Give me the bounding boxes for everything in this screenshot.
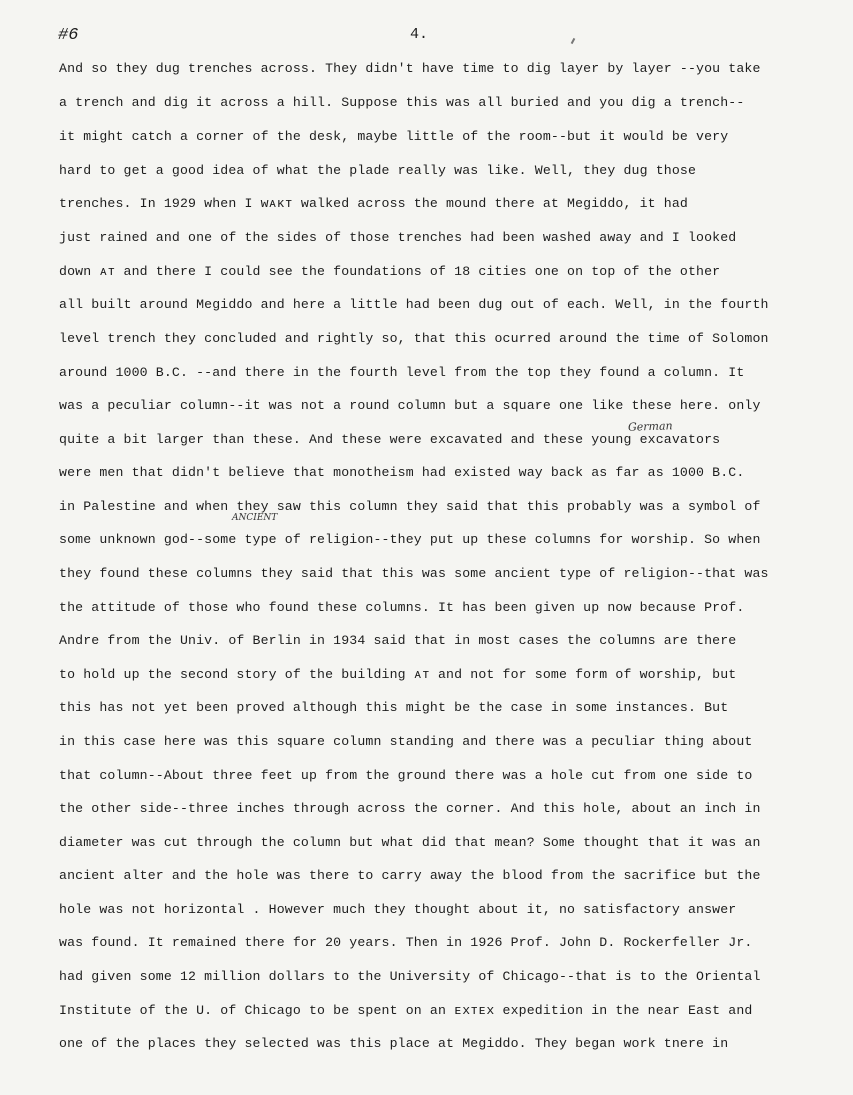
text-line: in this case here was this square column standing and there was a peculiar thing about: [59, 734, 753, 749]
text-line: And so they dug trenches across. They didn't have time to dig layer by layer --you take: [59, 61, 761, 76]
text-line: that column--About three feet up from the ground there was a hole cut from one side to: [59, 768, 753, 783]
text-line: diameter was cut through the column but what did that mean? Some thought that it was an: [59, 835, 761, 850]
text-line: level trench they concluded and rightly so, that this ocurred around the time of Solomon: [59, 331, 769, 346]
stray-mark: [571, 38, 576, 44]
text-line: the attitude of those who found these columns. It has been given up now because Prof.: [59, 600, 745, 615]
text-line: hole was not horizontal . However much they thought about it, no satisfactory answer: [59, 902, 737, 917]
text-line: was found. It remained there for 20 years. Then in 1926 Prof. John D. Rockerfeller Jr.: [59, 935, 753, 950]
text-line: ancient alter and the hole was there to carry away the blood from the sacrifice but the: [59, 868, 761, 883]
page-number: 4.: [410, 26, 429, 43]
text-line: this has not yet been proved although this might be the case in some instances. But: [59, 700, 729, 715]
text-line: a trench and dig it across a hill. Suppose this was all buried and you dig a trench--: [59, 95, 745, 110]
text-line: around 1000 B.C. --and there in the fourth level from the top they found a column. It: [59, 365, 745, 380]
text-line: in Palestine and when they saw this column they said that this probably was a symbol of: [59, 499, 761, 514]
handwritten-ancient: ANCIENT: [232, 513, 278, 523]
text-line: some unknown god--some type of religion--they put up these columns for worship. So when: [59, 532, 761, 547]
text-line: were men that didn't believe that monotheism had existed way back as far as 1000 B.C.: [59, 465, 745, 480]
text-line: just rained and one of the sides of those trenches had been washed away and I looked: [59, 230, 737, 245]
text-line: the other side--three inches through across the corner. And this hole, about an inch in: [59, 801, 761, 816]
text-line: quite a bit larger than these. And these were excavated and these young excavators: [59, 432, 721, 447]
text-line: Andre from the Univ. of Berlin in 1934 said that in most cases the columns are there: [59, 633, 737, 648]
text-line: was a peculiar column--it was not a round column but a square one like these here. only: [59, 398, 761, 413]
handwritten-german: German: [627, 419, 673, 434]
page-mark: #6: [58, 26, 79, 45]
text-line: trenches. In 1929 when I ᴡᴀᴋᴛ walked across the mound there at Megiddo, it had: [59, 196, 688, 211]
text-line: all built around Megiddo and here a little had been dug out of each. Well, in the fourth: [59, 297, 769, 312]
text-line: it might catch a corner of the desk, maybe little of the room--but it would be very: [59, 129, 729, 144]
text-line: had given some 12 million dollars to the University of Chicago--that is to the Oriental: [59, 969, 761, 984]
text-line: one of the places they selected was this place at Megiddo. They began work tnere in: [59, 1036, 729, 1051]
text-line: down ᴀᴛ and there I could see the foundations of 18 cities one on top of the other: [59, 264, 721, 279]
text-line: Institute of the U. of Chicago to be spent on an ᴇxᴛᴇx expedition in the near East and: [59, 1003, 753, 1018]
text-line: hard to get a good idea of what the plade really was like. Well, they dug those: [59, 163, 697, 178]
text-line: to hold up the second story of the building ᴀᴛ and not for some form of worship, but: [59, 667, 737, 682]
text-line: they found these columns they said that this was some ancient type of religion--that was: [59, 566, 769, 581]
